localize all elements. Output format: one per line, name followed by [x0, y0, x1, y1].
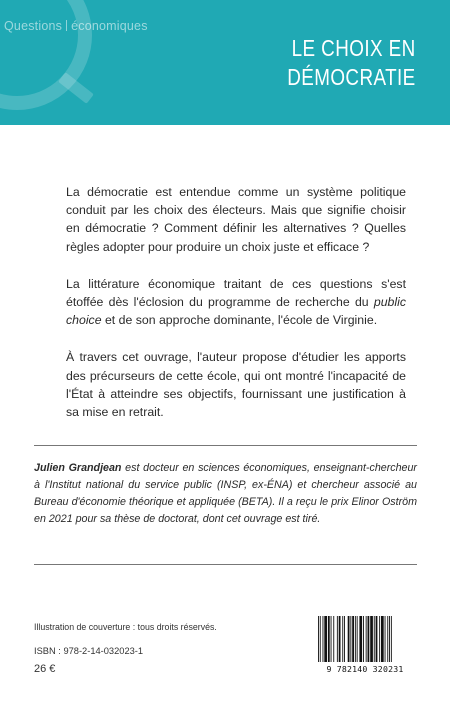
series-separator: [66, 20, 67, 31]
cover-header: [0, 0, 450, 125]
author-bio-text: est docteur en sciences économiques, enseignant-chercheur à l'Institut national du service public (INSP, ex-ÉNA) et chercheur associé au Bureau d'économie théorique et appliquée (BETA). Il a reçu le prix Elinor Oström en 2021 pour sa thèse de doctorat, dont cet ouvrage est tiré.: [34, 462, 417, 525]
blurb-p2-end: et de son approche dominante, l'école de Virginie.: [101, 313, 378, 328]
barcode-digits: 9 782140 320231: [326, 664, 404, 674]
author-name: Julien Grandjean: [34, 462, 122, 474]
divider-top: [34, 445, 417, 446]
blurb: [66, 183, 406, 440]
series-name-part1: Questions: [4, 19, 63, 33]
series-name: [4, 19, 148, 33]
blurb-p2-start: La littérature économique traitant de ces questions s'est étoffée dès l'éclosion du programme de recherche du: [66, 276, 406, 310]
book-title-line1: LE CHOIX EN: [292, 35, 416, 61]
divider-bottom: [34, 564, 417, 565]
blurb-paragraph-2: [66, 275, 406, 330]
blurb-paragraph-1: La démocratie est entendue comme un système politique conduit par les choix des électeurs. Mais que signifie choisir en démocratie ? Comment définir les alternatives ? Quelles règles adopter pour produire un choix juste et efficace ?: [66, 185, 406, 254]
barcode: [312, 614, 418, 696]
book-title: [288, 34, 416, 92]
book-title-line2: DÉMOCRATIE: [287, 64, 416, 90]
series-name-part2: économiques: [71, 19, 148, 33]
blurb-p2-italic: public choice: [66, 295, 406, 328]
author-bio: [34, 460, 417, 528]
barcode-bars: [312, 614, 418, 664]
blurb-paragraph-3: À travers cet ouvrage, l'auteur propose d'étudier les apports des précurseurs de cette école, qui ont montré l'incapacité de l'État à atteindre ses objectifs, fournissant une justification à sa mise en retrait.: [66, 350, 406, 420]
cover-credit: Illustration de couverture : tous droits réservés.: [34, 622, 217, 632]
isbn: ISBN : 978-2-14-032023-1: [34, 646, 144, 656]
price: 26 €: [34, 663, 56, 675]
